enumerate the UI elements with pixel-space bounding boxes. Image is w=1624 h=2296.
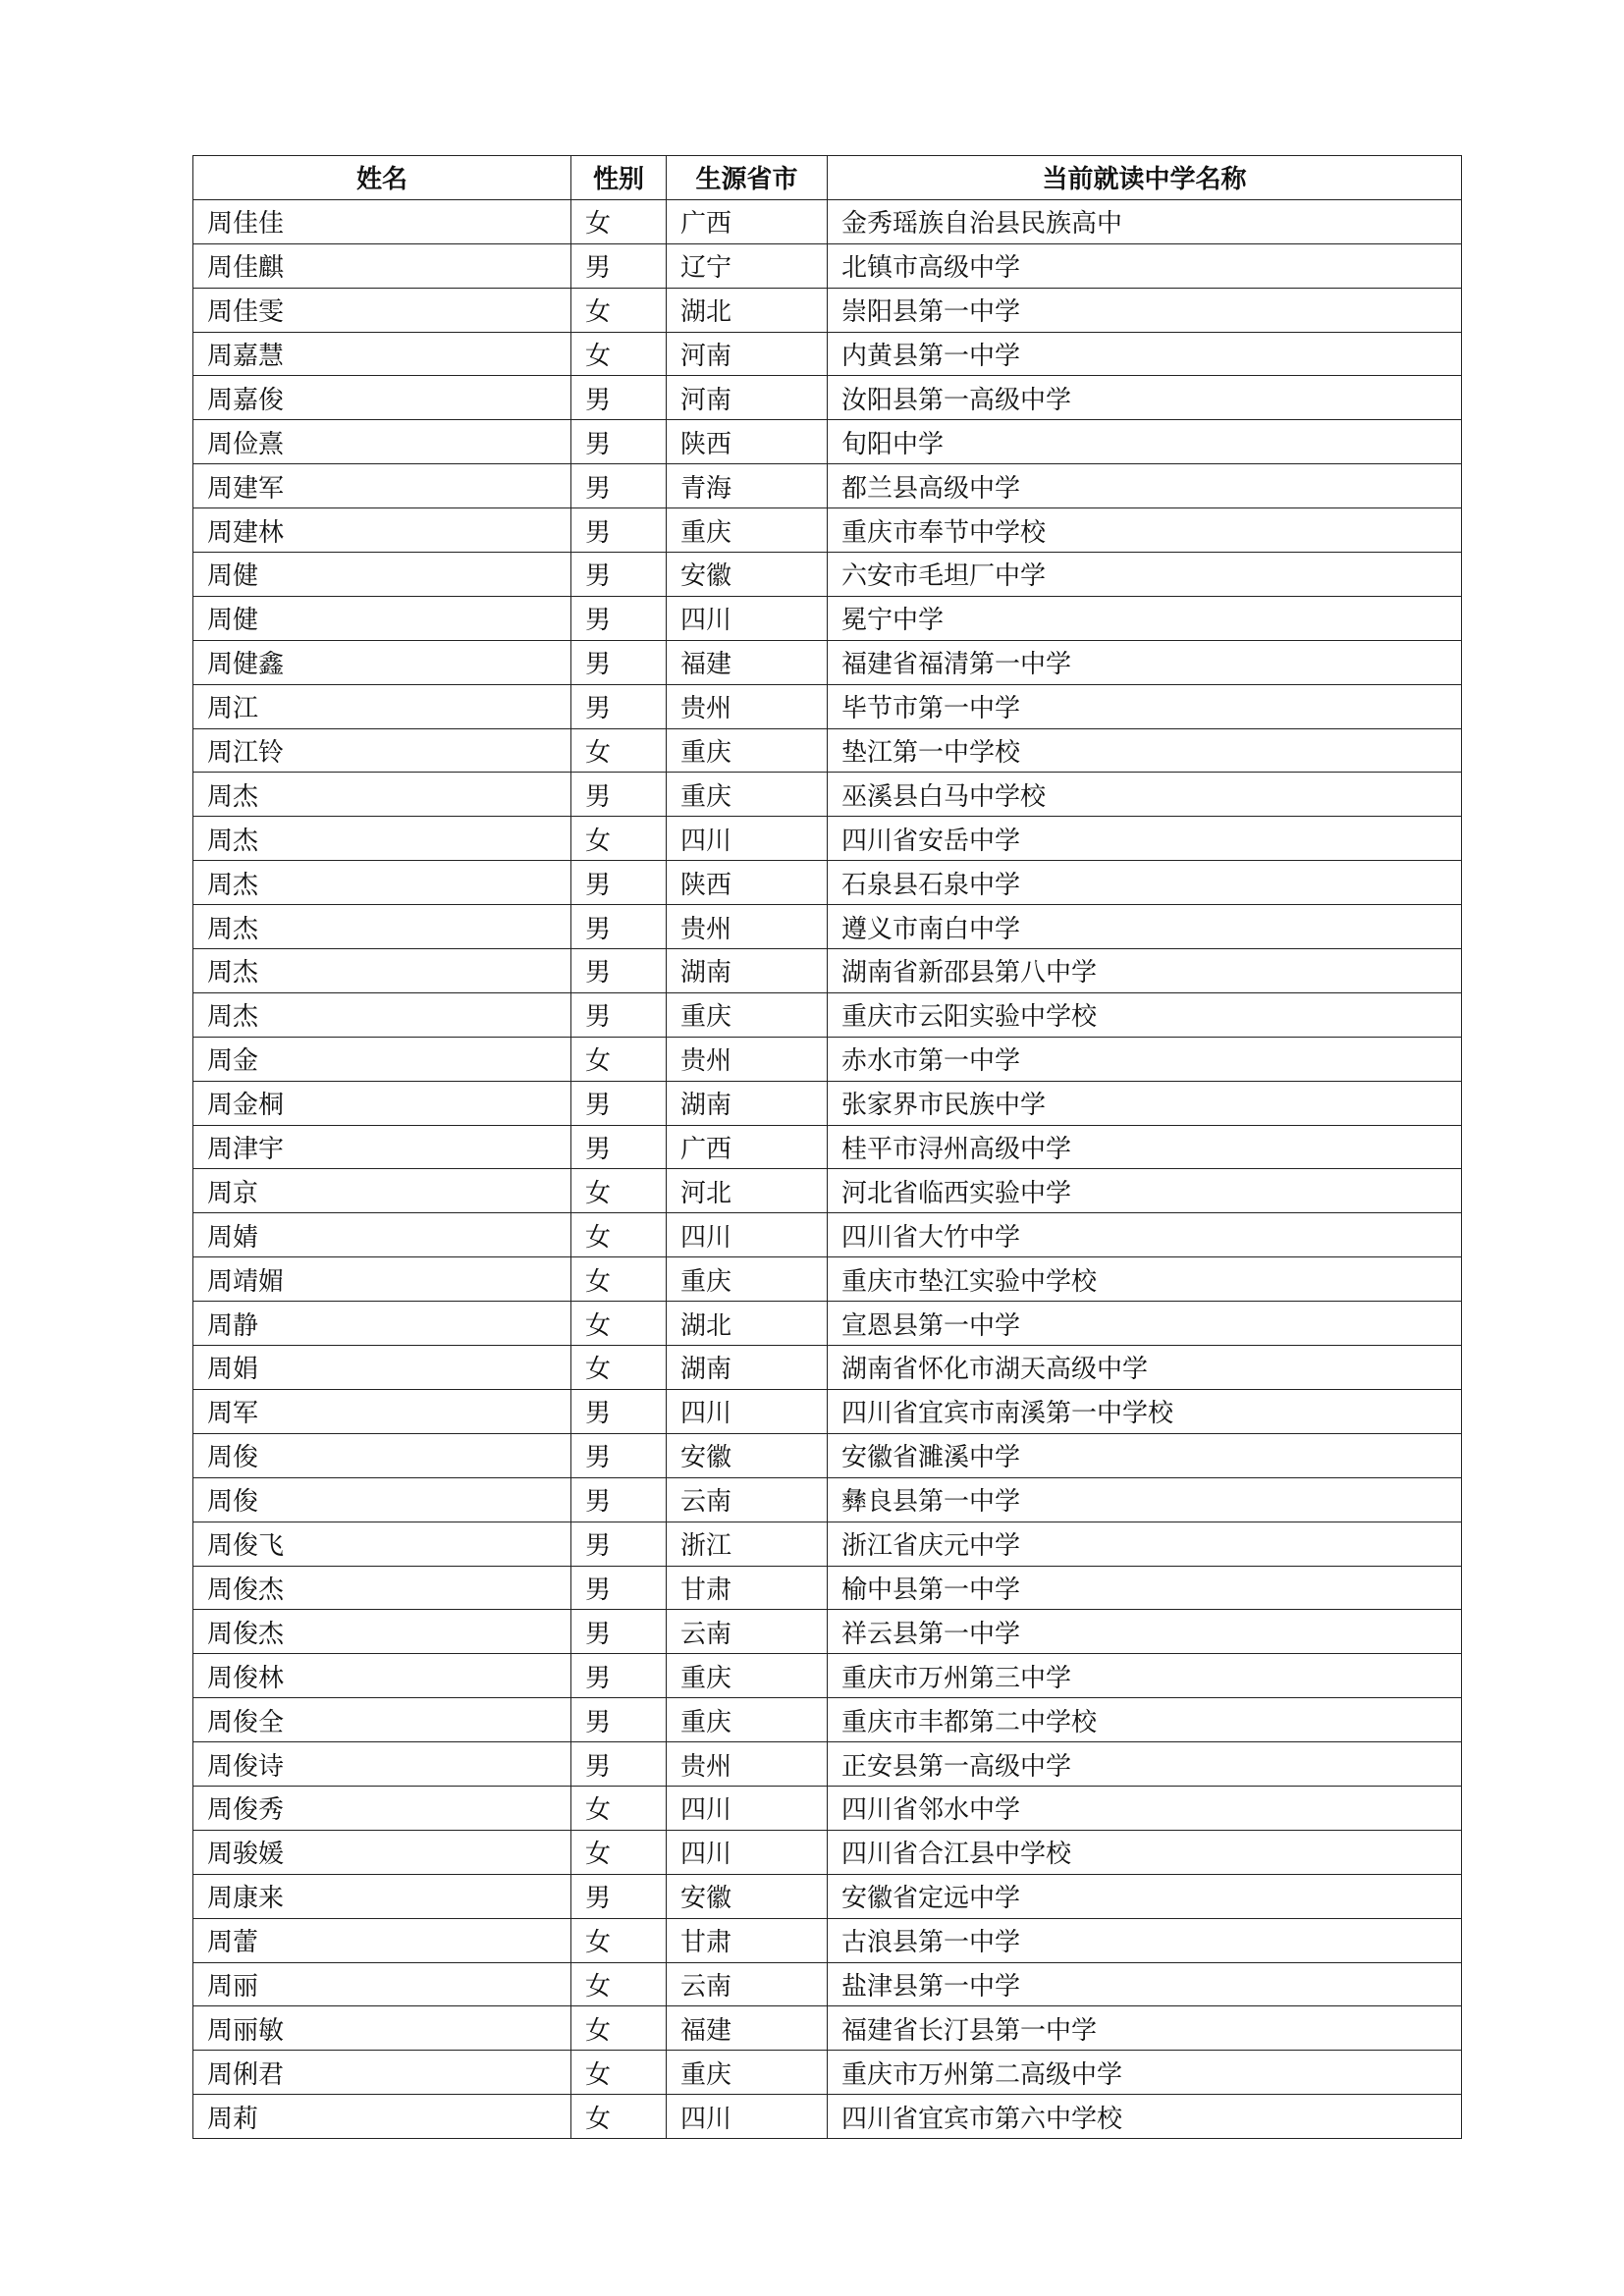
cell-gender: 男 [571,1566,667,1610]
cell-name: 周俐君 [193,2051,571,2095]
cell-province: 云南 [667,1610,828,1654]
cell-gender: 男 [571,1522,667,1566]
table-row [193,1169,1462,1213]
cell-name: 周俊 [193,1477,571,1522]
table-row [193,728,1462,773]
cell-school: 旬阳中学 [828,420,1462,464]
table-row [193,508,1462,553]
cell-name: 周俭熹 [193,420,571,464]
cell-name: 周靖媚 [193,1257,571,1302]
cell-school: 垫江第一中学校 [828,728,1462,773]
cell-gender: 男 [571,1433,667,1477]
cell-province: 广西 [667,199,828,243]
cell-province: 四川 [667,596,828,640]
cell-name: 周俊杰 [193,1566,571,1610]
table-row [193,2051,1462,2095]
cell-gender: 男 [571,1742,667,1787]
cell-name: 周京 [193,1169,571,1213]
cell-province: 湖南 [667,1346,828,1390]
cell-name: 周娟 [193,1346,571,1390]
cell-gender: 男 [571,1125,667,1169]
cell-name: 周蕾 [193,1918,571,1962]
cell-province: 四川 [667,1213,828,1257]
cell-province: 湖北 [667,1302,828,1346]
cell-gender: 男 [571,1654,667,1698]
cell-gender: 男 [571,1698,667,1742]
cell-gender: 女 [571,1213,667,1257]
cell-gender: 男 [571,464,667,508]
cell-name: 周俊诗 [193,1742,571,1787]
cell-name: 周军 [193,1389,571,1433]
cell-school: 榆中县第一中学 [828,1566,1462,1610]
cell-school: 都兰县高级中学 [828,464,1462,508]
cell-school: 四川省邻水中学 [828,1786,1462,1830]
header-name: 姓名 [193,156,571,200]
table-row [193,949,1462,993]
table-row [193,1257,1462,1302]
cell-gender: 女 [571,1830,667,1874]
cell-name: 周建军 [193,464,571,508]
cell-province: 浙江 [667,1522,828,1566]
cell-name: 周杰 [193,817,571,861]
table-row [193,199,1462,243]
cell-name: 周俊飞 [193,1522,571,1566]
cell-school: 宣恩县第一中学 [828,1302,1462,1346]
cell-name: 周俊林 [193,1654,571,1698]
table-body [193,199,1462,2138]
cell-gender: 男 [571,243,667,288]
cell-province: 安徽 [667,1874,828,1918]
cell-province: 四川 [667,1830,828,1874]
cell-school: 四川省大竹中学 [828,1213,1462,1257]
cell-province: 四川 [667,1389,828,1433]
cell-school: 桂平市浔州高级中学 [828,1125,1462,1169]
cell-province: 安徽 [667,1433,828,1477]
table-row [193,553,1462,597]
table-row [193,1302,1462,1346]
cell-province: 安徽 [667,553,828,597]
table-row [193,817,1462,861]
table-row [193,1786,1462,1830]
cell-gender: 男 [571,1389,667,1433]
cell-province: 河北 [667,1169,828,1213]
cell-school: 安徽省定远中学 [828,1874,1462,1918]
cell-school: 重庆市垫江实验中学校 [828,1257,1462,1302]
cell-name: 周佳雯 [193,288,571,332]
cell-province: 贵州 [667,684,828,728]
cell-school: 重庆市丰都第二中学校 [828,1698,1462,1742]
cell-school: 祥云县第一中学 [828,1610,1462,1654]
table-row [193,420,1462,464]
table-row [193,905,1462,949]
cell-gender: 女 [571,1169,667,1213]
table-row [193,1874,1462,1918]
table-row [193,1522,1462,1566]
cell-school: 湖南省新邵县第八中学 [828,949,1462,993]
cell-name: 周金桐 [193,1081,571,1125]
cell-name: 周静 [193,1302,571,1346]
cell-name: 周健 [193,553,571,597]
cell-name: 周俊 [193,1433,571,1477]
roster-sheet [192,155,1461,2139]
cell-province: 陕西 [667,861,828,905]
cell-name: 周俊秀 [193,1786,571,1830]
cell-school: 福建省福清第一中学 [828,640,1462,684]
table-row [193,1654,1462,1698]
table-row [193,2006,1462,2051]
cell-province: 四川 [667,817,828,861]
cell-gender: 男 [571,1081,667,1125]
cell-province: 湖南 [667,1081,828,1125]
cell-gender: 男 [571,553,667,597]
cell-province: 重庆 [667,992,828,1037]
table-row [193,596,1462,640]
cell-gender: 男 [571,773,667,817]
table-row [193,288,1462,332]
cell-gender: 男 [571,861,667,905]
cell-province: 青海 [667,464,828,508]
table-row [193,1346,1462,1390]
cell-gender: 女 [571,1257,667,1302]
cell-school: 赤水市第一中学 [828,1037,1462,1081]
table-row [193,1962,1462,2006]
table-row [193,1566,1462,1610]
cell-school: 石泉县石泉中学 [828,861,1462,905]
header-gender: 性别 [571,156,667,200]
cell-gender: 女 [571,817,667,861]
table-row [193,773,1462,817]
cell-school: 内黄县第一中学 [828,332,1462,376]
cell-name: 周健鑫 [193,640,571,684]
cell-name: 周莉 [193,2095,571,2139]
table-row [193,1830,1462,1874]
cell-province: 云南 [667,1477,828,1522]
cell-province: 四川 [667,1786,828,1830]
cell-name: 周江 [193,684,571,728]
cell-gender: 男 [571,949,667,993]
table-row [193,2095,1462,2139]
cell-school: 重庆市万州第三中学 [828,1654,1462,1698]
table-row [193,376,1462,420]
cell-province: 重庆 [667,1654,828,1698]
cell-name: 周婧 [193,1213,571,1257]
cell-province: 湖南 [667,949,828,993]
cell-name: 周杰 [193,992,571,1037]
cell-school: 四川省宜宾市南溪第一中学校 [828,1389,1462,1433]
cell-school: 冕宁中学 [828,596,1462,640]
cell-school: 北镇市高级中学 [828,243,1462,288]
cell-gender: 男 [571,1477,667,1522]
cell-name: 周杰 [193,773,571,817]
cell-school: 湖南省怀化市湖天高级中学 [828,1346,1462,1390]
cell-gender: 女 [571,2095,667,2139]
cell-school: 彝良县第一中学 [828,1477,1462,1522]
cell-gender: 男 [571,992,667,1037]
cell-province: 广西 [667,1125,828,1169]
cell-province: 河南 [667,376,828,420]
cell-gender: 男 [571,508,667,553]
cell-gender: 男 [571,1874,667,1918]
cell-school: 四川省宜宾市第六中学校 [828,2095,1462,2139]
cell-province: 贵州 [667,1037,828,1081]
table-row [193,243,1462,288]
cell-name: 周俊杰 [193,1610,571,1654]
cell-province: 湖北 [667,288,828,332]
header-school: 当前就读中学名称 [828,156,1462,200]
table-row [193,861,1462,905]
cell-gender: 女 [571,1346,667,1390]
cell-gender: 女 [571,1962,667,2006]
cell-name: 周俊全 [193,1698,571,1742]
cell-province: 辽宁 [667,243,828,288]
cell-gender: 女 [571,2051,667,2095]
cell-name: 周佳麒 [193,243,571,288]
cell-school: 遵义市南白中学 [828,905,1462,949]
cell-name: 周建林 [193,508,571,553]
cell-province: 重庆 [667,2051,828,2095]
table-row [193,1742,1462,1787]
cell-gender: 男 [571,420,667,464]
table-row [193,464,1462,508]
student-table [192,155,1462,2139]
cell-gender: 女 [571,1786,667,1830]
cell-school: 六安市毛坦厂中学 [828,553,1462,597]
cell-school: 毕节市第一中学 [828,684,1462,728]
cell-gender: 女 [571,2006,667,2051]
cell-province: 云南 [667,1962,828,2006]
cell-province: 贵州 [667,905,828,949]
cell-province: 甘肃 [667,1918,828,1962]
cell-name: 周杰 [193,949,571,993]
cell-school: 重庆市万州第二高级中学 [828,2051,1462,2095]
cell-gender: 女 [571,1918,667,1962]
cell-school: 正安县第一高级中学 [828,1742,1462,1787]
cell-name: 周丽 [193,1962,571,2006]
cell-province: 福建 [667,640,828,684]
cell-province: 重庆 [667,508,828,553]
cell-school: 重庆市奉节中学校 [828,508,1462,553]
cell-school: 金秀瑶族自治县民族高中 [828,199,1462,243]
table-row [193,1610,1462,1654]
cell-school: 汝阳县第一高级中学 [828,376,1462,420]
cell-gender: 男 [571,640,667,684]
cell-gender: 男 [571,376,667,420]
cell-province: 河南 [667,332,828,376]
table-row [193,1081,1462,1125]
cell-province: 贵州 [667,1742,828,1787]
cell-name: 周健 [193,596,571,640]
cell-school: 巫溪县白马中学校 [828,773,1462,817]
cell-gender: 男 [571,596,667,640]
cell-gender: 女 [571,1037,667,1081]
table-row [193,684,1462,728]
cell-school: 安徽省濉溪中学 [828,1433,1462,1477]
cell-name: 周杰 [193,861,571,905]
cell-province: 福建 [667,2006,828,2051]
cell-gender: 女 [571,728,667,773]
cell-school: 河北省临西实验中学 [828,1169,1462,1213]
cell-name: 周丽敏 [193,2006,571,2051]
cell-school: 浙江省庆元中学 [828,1522,1462,1566]
cell-name: 周佳佳 [193,199,571,243]
cell-school: 张家界市民族中学 [828,1081,1462,1125]
cell-school: 重庆市云阳实验中学校 [828,992,1462,1037]
table-row [193,640,1462,684]
cell-name: 周江铃 [193,728,571,773]
table-row [193,1698,1462,1742]
cell-name: 周金 [193,1037,571,1081]
cell-school: 古浪县第一中学 [828,1918,1462,1962]
table-row [193,1918,1462,1962]
cell-gender: 女 [571,332,667,376]
cell-school: 盐津县第一中学 [828,1962,1462,2006]
cell-province: 重庆 [667,773,828,817]
cell-name: 周康来 [193,1874,571,1918]
cell-gender: 女 [571,1302,667,1346]
table-header-row [193,156,1462,200]
table-row [193,992,1462,1037]
cell-province: 甘肃 [667,1566,828,1610]
cell-gender: 男 [571,684,667,728]
cell-gender: 男 [571,905,667,949]
cell-name: 周杰 [193,905,571,949]
table-row [193,1433,1462,1477]
header-province: 生源省市 [667,156,828,200]
cell-province: 重庆 [667,1698,828,1742]
table-row [193,1125,1462,1169]
table-row [193,1037,1462,1081]
cell-gender: 女 [571,199,667,243]
table-row [193,1389,1462,1433]
cell-school: 四川省安岳中学 [828,817,1462,861]
cell-name: 周嘉慧 [193,332,571,376]
cell-province: 陕西 [667,420,828,464]
table-row [193,1213,1462,1257]
cell-school: 四川省合江县中学校 [828,1830,1462,1874]
cell-name: 周津宇 [193,1125,571,1169]
table-row [193,332,1462,376]
cell-province: 重庆 [667,1257,828,1302]
cell-province: 四川 [667,2095,828,2139]
table-row [193,1477,1462,1522]
cell-gender: 女 [571,288,667,332]
cell-name: 周嘉俊 [193,376,571,420]
cell-name: 周骏媛 [193,1830,571,1874]
cell-school: 福建省长汀县第一中学 [828,2006,1462,2051]
cell-gender: 男 [571,1610,667,1654]
cell-school: 崇阳县第一中学 [828,288,1462,332]
cell-province: 重庆 [667,728,828,773]
